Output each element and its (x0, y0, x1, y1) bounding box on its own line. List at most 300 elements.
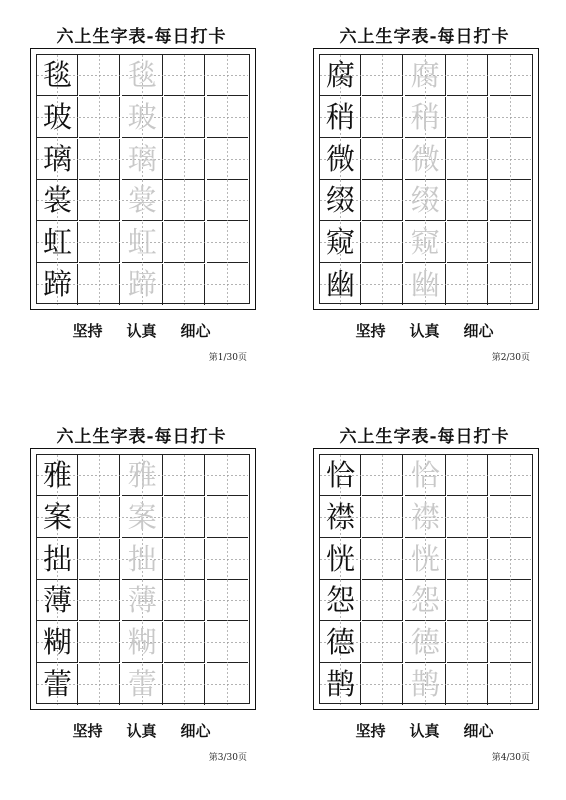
cell-guide-lines (490, 139, 531, 180)
cell-guide-lines (164, 222, 205, 263)
cell-guide-lines (79, 664, 120, 705)
model-character: 窥 (325, 225, 355, 260)
tian-grid-cell (79, 222, 120, 263)
tian-grid-cell[interactable] (164, 55, 205, 96)
trace-character: 幽 (410, 267, 440, 301)
tian-grid-cell[interactable] (207, 180, 248, 221)
tian-grid-cell (79, 180, 120, 221)
practice-row (37, 139, 249, 180)
tian-grid-cell[interactable] (122, 622, 163, 663)
worksheet-page-3 (0, 400, 283, 800)
tian-grid-cell[interactable] (122, 222, 163, 263)
cell-guide-lines (447, 455, 488, 496)
tian-grid-cell[interactable] (490, 622, 531, 663)
model-character: 襟 (325, 499, 355, 534)
tian-grid-cell (37, 622, 78, 663)
tian-grid-cell[interactable] (405, 455, 446, 496)
tian-grid-cell (320, 97, 361, 138)
model-character: 毯 (42, 58, 72, 92)
tian-grid-cell (37, 455, 78, 496)
motto (0, 320, 283, 341)
model-character: 玻 (42, 99, 72, 134)
tian-grid-cell (79, 264, 120, 305)
practice-row (37, 222, 249, 263)
model-character: 拙 (42, 541, 72, 576)
tian-grid-cell[interactable] (164, 222, 205, 263)
tian-grid-cell (362, 455, 403, 496)
tian-grid-cell (79, 97, 120, 138)
tian-grid-cell[interactable] (447, 539, 488, 580)
practice-row (320, 664, 532, 705)
cell-guide-lines (447, 622, 488, 663)
tian-grid-cell (37, 580, 78, 621)
cell-guide-lines (207, 180, 248, 221)
tian-grid-cell[interactable] (405, 664, 446, 705)
cell-guide-lines (79, 539, 120, 580)
cell-guide-lines (164, 455, 205, 496)
trace-character: 襟 (410, 499, 440, 534)
cell-guide-lines (447, 664, 488, 705)
cell-guide-lines (447, 139, 488, 180)
practice-row (320, 497, 532, 538)
motto (283, 320, 566, 341)
tian-grid-cell[interactable] (122, 55, 163, 96)
model-character: 恰 (325, 458, 355, 492)
worksheet-page-4 (283, 400, 566, 800)
tian-grid-cell[interactable] (490, 455, 531, 496)
cell-guide-lines (207, 664, 248, 705)
page-title: 六上生字表-每日打卡 (339, 427, 510, 447)
model-character: 蹄 (42, 267, 72, 301)
practice-row (320, 580, 532, 621)
cell-guide-lines (207, 139, 248, 180)
trace-character: 拙 (127, 541, 157, 576)
tian-grid-cell[interactable] (490, 55, 531, 96)
tian-grid-cell (79, 580, 120, 621)
tian-grid-cell[interactable] (122, 580, 163, 621)
tian-grid-cell (79, 139, 120, 180)
cell-guide-lines (207, 264, 248, 305)
tian-grid-cell[interactable] (164, 664, 205, 705)
cell-guide-lines (362, 580, 403, 621)
model-character: 蕾 (42, 667, 72, 701)
tian-grid-cell (320, 455, 361, 496)
cell-guide-lines (207, 580, 248, 621)
cell-guide-lines (447, 580, 488, 621)
cell-guide-lines (490, 222, 531, 263)
tian-grid-cell[interactable] (490, 139, 531, 180)
tian-grid-cell (37, 539, 78, 580)
cell-guide-lines (207, 497, 248, 538)
cell-guide-lines (362, 539, 403, 580)
tian-grid-cell[interactable] (122, 97, 163, 138)
cell-guide-lines (79, 222, 120, 263)
tian-grid-cell (320, 264, 361, 305)
tian-grid-cell[interactable] (405, 180, 446, 221)
worksheet-page-2 (283, 0, 566, 400)
tian-grid-cell[interactable] (447, 455, 488, 496)
practice-row (320, 264, 532, 305)
tian-grid-cell[interactable] (122, 139, 163, 180)
cell-guide-lines (362, 622, 403, 663)
practice-row (37, 664, 249, 705)
tian-grid-cell[interactable] (207, 497, 248, 538)
tian-grid-cell (320, 222, 361, 263)
tian-grid-cell (320, 180, 361, 221)
model-character: 缀 (325, 183, 355, 218)
tian-grid-cell (362, 139, 403, 180)
tian-grid-cell[interactable] (490, 664, 531, 705)
model-character: 德 (325, 625, 355, 660)
tian-grid-cell[interactable] (447, 222, 488, 263)
cell-guide-lines (490, 580, 531, 621)
tian-grid-cell[interactable] (122, 497, 163, 538)
practice-row (37, 97, 249, 138)
trace-character: 鹊 (410, 667, 440, 701)
motto-item: 坚持 (72, 722, 103, 740)
tian-grid-cell[interactable] (490, 180, 531, 221)
cell-guide-lines (362, 455, 403, 496)
practice-row (320, 180, 532, 221)
tian-grid-cell[interactable] (164, 97, 205, 138)
tian-grid-cell (362, 664, 403, 705)
model-character: 璃 (42, 141, 72, 176)
trace-character: 怨 (410, 583, 440, 618)
practice-row (320, 222, 532, 263)
cell-guide-lines (362, 97, 403, 138)
motto-item: 认真 (409, 722, 440, 740)
tian-grid-cell (37, 180, 78, 221)
tian-grid-cell[interactable] (405, 497, 446, 538)
tian-grid-cell (362, 180, 403, 221)
tian-grid-cell[interactable] (207, 97, 248, 138)
tian-grid-cell[interactable] (207, 139, 248, 180)
model-character: 薄 (42, 583, 72, 618)
tian-grid-cell (320, 622, 361, 663)
motto-item: 细心 (180, 322, 211, 340)
trace-character: 毯 (127, 58, 157, 92)
page-number: 第2/30页 (491, 353, 530, 363)
tian-grid-cell[interactable] (164, 622, 205, 663)
cell-guide-lines (447, 180, 488, 221)
practice-row (320, 455, 532, 496)
tian-grid-cell (37, 139, 78, 180)
practice-frame (313, 48, 539, 310)
tian-grid-cell[interactable] (207, 580, 248, 621)
tian-grid-cell[interactable] (164, 180, 205, 221)
tian-grid-cell (37, 497, 78, 538)
tian-grid-cell (362, 222, 403, 263)
cell-guide-lines (490, 622, 531, 663)
trace-character: 腐 (410, 58, 440, 92)
motto-item: 细心 (463, 322, 494, 340)
trace-character: 缀 (410, 183, 440, 218)
page-title: 六上生字表-每日打卡 (56, 27, 227, 47)
tian-grid-cell[interactable] (164, 264, 205, 305)
cell-guide-lines (79, 455, 120, 496)
tian-grid-cell (320, 139, 361, 180)
trace-character: 虹 (127, 225, 157, 260)
tian-grid-cell[interactable] (405, 222, 446, 263)
tian-grid-cell[interactable] (490, 222, 531, 263)
practice-row (320, 539, 532, 580)
practice-row (37, 622, 249, 663)
trace-character: 蹄 (127, 267, 157, 301)
page-number: 第1/30页 (208, 353, 247, 363)
tian-grid-cell (79, 455, 120, 496)
cell-guide-lines (362, 139, 403, 180)
tian-grid-cell (37, 664, 78, 705)
cell-guide-lines (362, 264, 403, 305)
cell-guide-lines (164, 497, 205, 538)
tian-grid-cell (320, 55, 361, 96)
tian-grid-cell[interactable] (447, 139, 488, 180)
cell-guide-lines (79, 580, 120, 621)
cell-guide-lines (447, 222, 488, 263)
tian-grid-cell (362, 580, 403, 621)
tian-grid-cell[interactable] (122, 664, 163, 705)
cell-guide-lines (362, 497, 403, 538)
practice-row (37, 497, 249, 538)
trace-character: 糊 (127, 625, 157, 660)
tian-grid-cell[interactable] (447, 580, 488, 621)
tian-grid-cell[interactable] (490, 97, 531, 138)
tian-grid-cell[interactable] (164, 580, 205, 621)
motto-item: 坚持 (72, 322, 103, 340)
trace-character: 窥 (410, 225, 440, 260)
trace-character: 微 (410, 141, 440, 176)
model-character: 雅 (42, 458, 72, 492)
cell-guide-lines (490, 264, 531, 305)
model-character: 糊 (42, 625, 72, 660)
cell-guide-lines (79, 622, 120, 663)
practice-row (320, 55, 532, 96)
cell-guide-lines (447, 97, 488, 138)
cell-guide-lines (164, 622, 205, 663)
cell-guide-lines (164, 97, 205, 138)
cell-guide-lines (447, 497, 488, 538)
tian-grid-cell (362, 622, 403, 663)
tian-grid-cell (79, 664, 120, 705)
tian-grid-cell[interactable] (207, 539, 248, 580)
cell-guide-lines (447, 264, 488, 305)
tian-grid-cell[interactable] (447, 55, 488, 96)
cell-guide-lines (490, 455, 531, 496)
practice-frame (30, 48, 256, 310)
tian-grid-cell (362, 497, 403, 538)
tian-grid-cell[interactable] (405, 622, 446, 663)
tian-grid-cell (362, 264, 403, 305)
trace-character: 雅 (127, 458, 157, 492)
tian-grid-cell[interactable] (122, 180, 163, 221)
practice-row (37, 455, 249, 496)
trace-character: 恍 (410, 541, 440, 576)
cell-guide-lines (490, 497, 531, 538)
cell-guide-lines (164, 55, 205, 96)
tian-grid-cell[interactable] (122, 264, 163, 305)
practice-row (320, 139, 532, 180)
cell-guide-lines (79, 264, 120, 305)
cell-guide-lines (164, 580, 205, 621)
practice-grid (36, 54, 250, 304)
tian-grid-cell[interactable] (164, 539, 205, 580)
tian-grid-cell[interactable] (207, 455, 248, 496)
tian-grid-cell[interactable] (207, 222, 248, 263)
cell-guide-lines (362, 55, 403, 96)
cell-guide-lines (490, 664, 531, 705)
practice-row (37, 580, 249, 621)
tian-grid-cell (320, 580, 361, 621)
tian-grid-cell (79, 539, 120, 580)
tian-grid-cell[interactable] (207, 622, 248, 663)
practice-row (320, 622, 532, 663)
model-character: 微 (325, 141, 355, 176)
cell-guide-lines (79, 180, 120, 221)
cell-guide-lines (447, 55, 488, 96)
tian-grid-cell[interactable] (447, 264, 488, 305)
tian-grid-cell[interactable] (447, 180, 488, 221)
tian-grid-cell (362, 55, 403, 96)
tian-grid-cell (320, 497, 361, 538)
motto (283, 720, 566, 741)
trace-character: 蕾 (127, 667, 157, 701)
practice-frame (313, 448, 539, 710)
model-character: 幽 (325, 267, 355, 301)
tian-grid-cell[interactable] (164, 455, 205, 496)
tian-grid-cell (362, 97, 403, 138)
motto-item: 认真 (126, 722, 157, 740)
tian-grid-cell (320, 539, 361, 580)
cell-guide-lines (79, 497, 120, 538)
tian-grid-cell[interactable] (164, 139, 205, 180)
tian-grid-cell[interactable] (164, 497, 205, 538)
tian-grid-cell (362, 539, 403, 580)
motto-item: 认真 (409, 322, 440, 340)
practice-frame (30, 448, 256, 710)
tian-grid-cell[interactable] (447, 497, 488, 538)
trace-character: 恰 (410, 458, 440, 492)
page-number: 第3/30页 (208, 753, 247, 763)
practice-row (37, 539, 249, 580)
motto-item: 细心 (180, 722, 211, 740)
page-title: 六上生字表-每日打卡 (339, 27, 510, 47)
tian-grid-cell[interactable] (447, 664, 488, 705)
tian-grid-cell (37, 97, 78, 138)
motto-item: 坚持 (355, 322, 386, 340)
cell-guide-lines (79, 55, 120, 96)
trace-character: 玻 (127, 99, 157, 134)
tian-grid-cell (37, 222, 78, 263)
motto-item: 认真 (126, 322, 157, 340)
tian-grid-cell[interactable] (405, 580, 446, 621)
practice-row (320, 97, 532, 138)
tian-grid-cell[interactable] (405, 264, 446, 305)
cell-guide-lines (207, 97, 248, 138)
tian-grid-cell (320, 664, 361, 705)
cell-guide-lines (490, 539, 531, 580)
trace-character: 案 (127, 499, 157, 534)
tian-grid-cell (37, 55, 78, 96)
motto-item: 细心 (463, 722, 494, 740)
tian-grid-cell[interactable] (405, 55, 446, 96)
tian-grid-cell[interactable] (490, 580, 531, 621)
cell-guide-lines (79, 139, 120, 180)
page-title: 六上生字表-每日打卡 (56, 427, 227, 447)
tian-grid-cell[interactable] (207, 264, 248, 305)
trace-character: 德 (410, 625, 440, 660)
page-number: 第4/30页 (491, 753, 530, 763)
tian-grid-cell[interactable] (405, 97, 446, 138)
cell-guide-lines (207, 55, 248, 96)
tian-grid-cell (79, 622, 120, 663)
tian-grid-cell[interactable] (447, 97, 488, 138)
trace-character: 薄 (127, 583, 157, 618)
tian-grid-cell[interactable] (490, 539, 531, 580)
motto-item: 坚持 (355, 722, 386, 740)
cell-guide-lines (207, 622, 248, 663)
model-character: 虹 (42, 225, 72, 260)
cell-guide-lines (79, 97, 120, 138)
model-character: 案 (42, 499, 72, 534)
cell-guide-lines (164, 539, 205, 580)
trace-character: 稍 (410, 99, 440, 134)
cell-guide-lines (164, 664, 205, 705)
cell-guide-lines (164, 139, 205, 180)
tian-grid-cell (37, 264, 78, 305)
cell-guide-lines (362, 180, 403, 221)
practice-row (37, 180, 249, 221)
model-character: 鹊 (325, 667, 355, 701)
cell-guide-lines (362, 222, 403, 263)
model-character: 腐 (325, 58, 355, 92)
practice-grid (36, 454, 250, 704)
motto (0, 720, 283, 741)
tian-grid-cell[interactable] (122, 455, 163, 496)
model-character: 怨 (325, 583, 355, 618)
model-character: 稍 (325, 99, 355, 134)
trace-character: 裳 (127, 183, 157, 218)
cell-guide-lines (164, 264, 205, 305)
cell-guide-lines (207, 455, 248, 496)
worksheet-page-1 (0, 0, 283, 400)
cell-guide-lines (490, 97, 531, 138)
tian-grid-cell[interactable] (447, 622, 488, 663)
tian-grid-cell[interactable] (207, 664, 248, 705)
model-character: 恍 (325, 541, 355, 576)
tian-grid-cell (79, 55, 120, 96)
practice-grid (319, 454, 533, 704)
tian-grid-cell[interactable] (405, 539, 446, 580)
tian-grid-cell (79, 497, 120, 538)
cell-guide-lines (207, 222, 248, 263)
cell-guide-lines (490, 55, 531, 96)
practice-grid (319, 54, 533, 304)
practice-row (37, 55, 249, 96)
practice-row (37, 264, 249, 305)
cell-guide-lines (490, 180, 531, 221)
tian-grid-cell[interactable] (405, 139, 446, 180)
cell-guide-lines (207, 539, 248, 580)
trace-character: 璃 (127, 141, 157, 176)
cell-guide-lines (362, 664, 403, 705)
tian-grid-cell[interactable] (207, 55, 248, 96)
cell-guide-lines (447, 539, 488, 580)
model-character: 裳 (42, 183, 72, 218)
cell-guide-lines (164, 180, 205, 221)
tian-grid-cell[interactable] (490, 264, 531, 305)
tian-grid-cell[interactable] (490, 497, 531, 538)
tian-grid-cell[interactable] (122, 539, 163, 580)
